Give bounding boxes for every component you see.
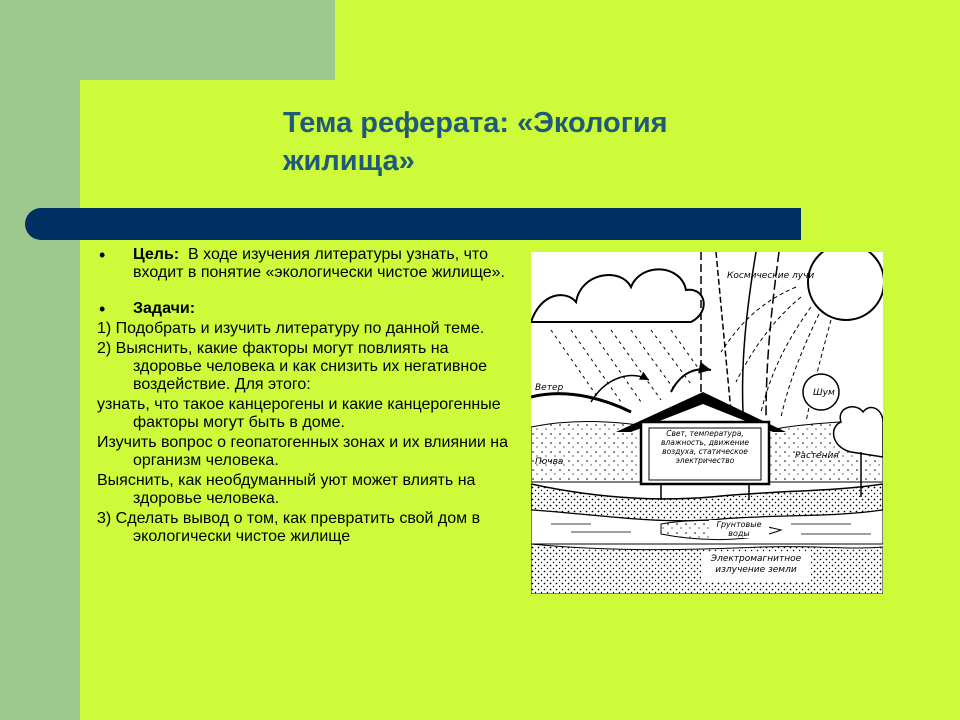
label-house-wrap <box>650 429 760 480</box>
label-emf: Электромагнитное излучение земли <box>710 554 802 575</box>
label-groundwater: Грунтовые воды <box>709 520 769 538</box>
label-emf-wrap <box>703 554 809 582</box>
task-item: Изучить вопрос о геопатогенных зонах и их влиянии на организм человека. <box>97 434 509 469</box>
goal-label: Цель: <box>133 246 180 263</box>
task-item: 3) Сделать вывод о том, как превратить свой дом в экологически чистое жилище <box>97 510 481 545</box>
tasks-bullet <box>97 300 515 318</box>
tasks-label: Задачи: <box>133 300 196 317</box>
slide-body <box>97 246 515 546</box>
label-soil: Почва <box>535 457 564 467</box>
label-cosmic: Космические лучи <box>727 271 815 281</box>
label-house: Свет, температура, влажность, движение воздуха, статическое электричество <box>661 429 749 465</box>
left-decor-band <box>0 0 80 720</box>
bullet-dot-icon: • <box>99 245 106 265</box>
wind-arrow <box>531 394 631 412</box>
task-item: 2) Выяснить, какие факторы могут повлиять на здоровье человека и как снизить их негативное воздействие. Для этого: <box>97 340 488 393</box>
task-item: 1) Подобрать и изучить литературу по данной теме. <box>97 320 485 337</box>
cloud-shape <box>531 269 704 322</box>
label-groundwater-wrap <box>709 520 769 544</box>
sun-shape <box>808 252 883 320</box>
title-divider-bar <box>25 208 801 240</box>
slide-title: Тема реферата: «Экология жилища» <box>283 107 668 177</box>
label-wind: Ветер <box>535 383 564 393</box>
label-plants: Растения <box>795 451 839 461</box>
bullet-dot-icon: • <box>99 299 106 319</box>
label-noise: Шум <box>813 388 835 398</box>
top-decor-band <box>0 0 335 80</box>
rounded-corner <box>80 80 140 140</box>
goal-bullet <box>97 246 515 282</box>
goal-text: В ходе изучения литературы узнать, что входит в понятие «экологически чистое жилище». <box>133 246 505 281</box>
ecology-house-diagram <box>531 252 883 594</box>
task-item: Выяснить, как необдуманный уют может влиять на здоровье человека. <box>97 472 476 507</box>
task-item: узнать, что такое канцерогены и какие канцерогенные факторы могут быть в доме. <box>97 396 501 431</box>
